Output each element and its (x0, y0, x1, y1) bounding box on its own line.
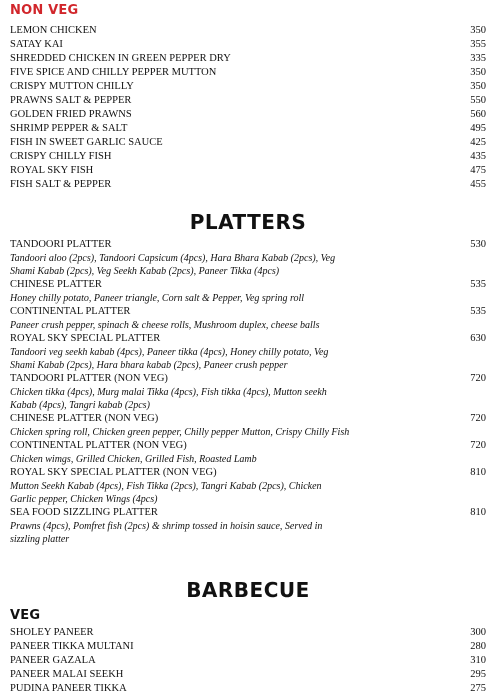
menu-item-price: 720 (470, 413, 486, 424)
menu-item-name: CONTINENTAL PLATTER (NON VEG) (10, 440, 187, 451)
menu-item-description: Mutton Seekh Kabab (4pcs), Fish Tikka (2pcs), Tangri Kabab (2pcs), Chicken Garlic pepper, Chicken Wings (4pcs) (10, 481, 322, 505)
menu-item-name: SEA FOOD SIZZLING PLATTER (10, 507, 158, 518)
platters-list (10, 238, 486, 546)
menu-item-name: TANDOORI PLATTER (NON VEG) (10, 373, 168, 384)
menu-item-name: ROYAL SKY SPECIAL PLATTER (10, 333, 161, 344)
menu-item-price: 350 (470, 67, 486, 78)
menu-item (10, 136, 486, 150)
menu-item (10, 332, 486, 346)
menu-item-price: 310 (470, 655, 486, 666)
menu-item-name: LEMON CHICKEN (10, 25, 97, 36)
menu-item (10, 94, 486, 108)
menu-item-price: 335 (470, 53, 486, 64)
menu-item (10, 38, 486, 52)
menu-item-description: Honey chilly potato, Paneer triangle, Corn salt & Pepper, Veg spring roll (10, 293, 305, 304)
menu-item-name: CONTINENTAL PLATTER (10, 306, 131, 317)
menu-item-name: GOLDEN FRIED PRAWNS (10, 109, 132, 120)
menu-item-name: SHREDDED CHICKEN IN GREEN PEPPER DRY (10, 53, 231, 64)
menu-item (10, 626, 486, 640)
menu-item-name: ROYAL SKY SPECIAL PLATTER (NON VEG) (10, 467, 217, 478)
menu-item-price: 350 (470, 25, 486, 36)
menu-item (10, 178, 486, 192)
menu-item-name: TANDOORI PLATTER (10, 239, 112, 250)
menu-item-name: SHOLEY PANEER (10, 627, 94, 638)
menu-item-price: 720 (470, 373, 486, 384)
menu-item (10, 466, 486, 480)
menu-item-name: PRAWNS SALT & PEPPER (10, 95, 132, 106)
menu-item (10, 682, 486, 696)
menu-item-name: CRISPY MUTTON CHILLY (10, 81, 134, 92)
menu-item (10, 52, 486, 66)
menu-item (10, 506, 486, 520)
menu-item-price: 810 (470, 507, 486, 518)
menu-item-price: 535 (470, 279, 486, 290)
menu-item (10, 150, 486, 164)
menu-item-price: 810 (470, 467, 486, 478)
menu-item (10, 66, 486, 80)
menu-item-price: 280 (470, 641, 486, 652)
menu-item-name: CRISPY CHILLY FISH (10, 151, 112, 162)
menu-item-description: Prawns (4pcs), Pomfret fish (2pcs) & shrimp tossed in hoisin sauce, Served in sizzling platter (10, 521, 323, 545)
menu-item-name: PANEER MALAI SEEKH (10, 669, 124, 680)
menu-item (10, 164, 486, 178)
menu-item-name: CHINESE PLATTER (10, 279, 102, 290)
menu-item (10, 654, 486, 668)
menu-item-name: SHRIMP PEPPER & SALT (10, 123, 128, 134)
menu-item-price: 560 (470, 109, 486, 120)
menu-item-price: 300 (470, 627, 486, 638)
menu-item-description: Chicken tikka (4pcs), Murg malai Tikka (4pcs), Fish tikka (4pcs), Mutton seekh Kabab (4pcs), Tangri kabab (2pcs) (10, 387, 327, 411)
menu-item-description: Tandoori veg seekh kabab (4pcs), Paneer tikka (4pcs), Honey chilly potato, Veg Shami Kabab (2pcs), Hara bhara kabab (2pcs), Paneer crush pepper (10, 347, 329, 371)
menu-item (10, 668, 486, 682)
menu-item-price: 495 (470, 123, 486, 134)
menu-item-name: FIVE SPICE AND CHILLY PEPPER MUTTON (10, 67, 217, 78)
menu-item (10, 278, 486, 292)
menu-item-price: 530 (470, 239, 486, 250)
menu-item (10, 108, 486, 122)
menu-item-description: Chicken spring roll, Chicken green pepper, Chilly pepper Mutton, Crispy Chilly Fish (10, 427, 350, 438)
menu-item (10, 439, 486, 453)
menu-item (10, 305, 486, 319)
menu-item-name: PANEER TIKKA MULTANI (10, 641, 134, 652)
menu-item-name: SATAY KAI (10, 39, 63, 50)
barbecue-heading: BARBECUE (186, 578, 310, 602)
menu-item (10, 24, 486, 38)
menu-item-price: 475 (470, 165, 486, 176)
menu-item (10, 122, 486, 136)
menu-item-description: Paneer crush pepper, spinach & cheese rolls, Mushroom duplex, cheese balls (10, 320, 320, 331)
menu-item-price: 455 (470, 179, 486, 190)
menu-item-name: FISH IN SWEET GARLIC SAUCE (10, 137, 163, 148)
menu-item-name: ROYAL SKY FISH (10, 165, 94, 176)
menu-item-name: PUDINA PANEER TIKKA (10, 683, 127, 694)
menu-item-name: CHINESE PLATTER (NON VEG) (10, 413, 159, 424)
menu-item-price: 630 (470, 333, 486, 344)
menu-item-price: 535 (470, 306, 486, 317)
platters-heading: PLATTERS (189, 210, 307, 234)
menu-item-price: 355 (470, 39, 486, 50)
menu-item-price: 295 (470, 669, 486, 680)
menu-item-description: Chicken wimgs, Grilled Chicken, Grilled Fish, Roasted Lamb (10, 454, 257, 465)
menu-item-name: PANEER GAZALA (10, 655, 96, 666)
menu-item (10, 640, 486, 654)
menu-item-description: Tandoori aloo (2pcs), Tandoori Capsicum (4pcs), Hara Bhara Kabab (2pcs), Veg Shami Kabab (2pcs), Veg Seekh Kabab (2pcs), Paneer Tikka (4pcs) (10, 253, 336, 277)
menu-item (10, 238, 486, 252)
nonveg-heading: NON VEG (10, 3, 79, 18)
menu-item (10, 80, 486, 94)
nonveg-list (10, 24, 486, 192)
menu-item-price: 435 (470, 151, 486, 162)
menu-item-price: 275 (470, 683, 486, 694)
menu-item-price: 550 (470, 95, 486, 106)
barbecue-veg-list (10, 626, 486, 696)
menu-item-name: FISH SALT & PEPPER (10, 179, 112, 190)
menu-item (10, 372, 486, 386)
veg-heading: VEG (10, 608, 41, 623)
menu-item (10, 412, 486, 426)
menu-item-price: 425 (470, 137, 486, 148)
menu-item-price: 720 (470, 440, 486, 451)
menu-item-price: 350 (470, 81, 486, 92)
